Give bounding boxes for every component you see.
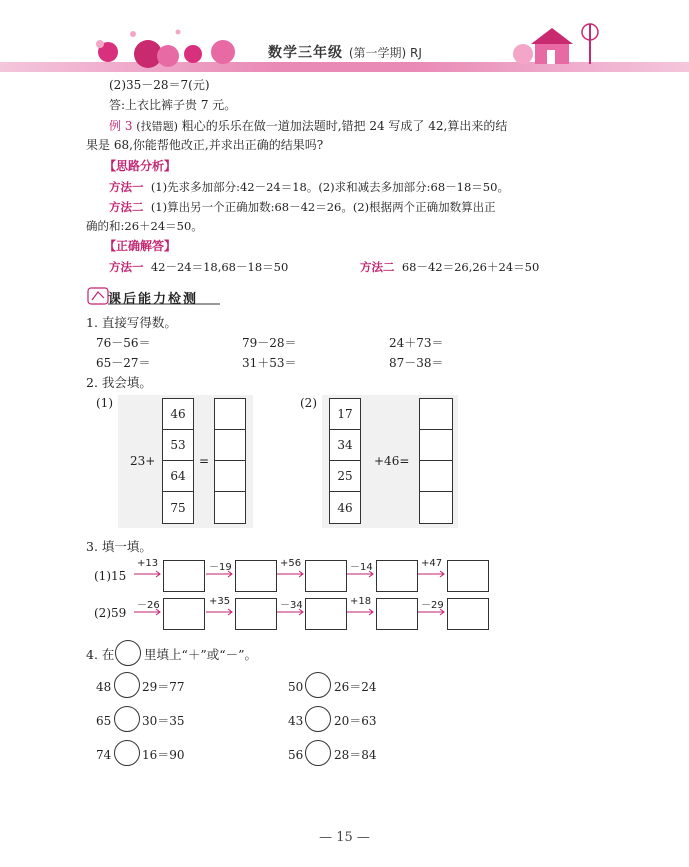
method1: 方法一 (1)先求多加部分:42－24＝18。(2)求和减去多加部分:68－18＝50。	[109, 180, 509, 194]
q4-answer-circle[interactable]	[305, 740, 331, 766]
number-cell: 75	[170, 500, 186, 515]
q3-answer-box[interactable]	[447, 560, 489, 592]
arrow-right-icon	[418, 608, 446, 616]
q3-answer-box[interactable]	[305, 598, 347, 630]
arrow-right-icon	[277, 570, 305, 578]
method2-line1: 方法二 (1)算出另一个正确加数:68－42＝26。(2)根据两个正确加数算出正	[109, 200, 496, 214]
answer-title: 【正确解答】	[104, 239, 177, 253]
q4-item-a: 65	[96, 714, 112, 728]
q4-answer-circle[interactable]	[305, 706, 331, 732]
method2-line2: 确的和:26＋24＝50。	[86, 219, 203, 233]
q2-part1-numbers	[162, 398, 194, 524]
q2-equals: =	[199, 454, 210, 468]
header-house-icon	[505, 14, 615, 70]
number-cell: 25	[330, 461, 360, 492]
q4-item-a: 48	[96, 680, 112, 694]
q3-operator: －19	[209, 562, 232, 573]
answer-cell[interactable]	[420, 430, 452, 461]
answer-cell[interactable]	[215, 461, 245, 492]
q3-answer-box[interactable]	[447, 598, 489, 630]
header-decoration-left	[78, 20, 248, 70]
q4-item-b: 30＝35	[142, 714, 185, 728]
number-cell: 46	[163, 399, 193, 430]
q4-item-a: 56	[288, 748, 304, 762]
q4-item-a: 43	[288, 714, 304, 728]
prev-line-1: (2)35－28＝7(元)	[109, 78, 210, 92]
q3-operator: －29	[421, 600, 444, 611]
number-cell: 34	[330, 430, 360, 461]
answer-cell[interactable]	[215, 399, 245, 430]
q1-item: 65－27＝	[96, 356, 151, 370]
prev-answer: 答:上衣比裤子贵 7 元。	[109, 98, 237, 112]
answer-method2: 方法二 68－42＝26,26＋24＝50	[360, 260, 540, 274]
q1-title: 1. 直接写得数。	[86, 315, 177, 330]
q3-operator: +18	[350, 596, 372, 607]
q1-item: 76－56＝	[96, 336, 151, 350]
q3-answer-box[interactable]	[163, 598, 205, 630]
answer-method1: 方法一 42－24＝18,68－18＝50	[109, 260, 289, 274]
q2-part1-label: (1)	[96, 396, 113, 410]
q3-operator: +35	[209, 596, 231, 607]
arrow-right-icon	[206, 570, 234, 578]
number-cell: 17	[330, 399, 360, 430]
q3-answer-box[interactable]	[235, 560, 277, 592]
section-title: 课后能力检测	[108, 292, 199, 307]
q2-title: 2. 我会填。	[86, 375, 152, 390]
q2-part2-answers	[419, 398, 453, 524]
q3-row2-start: (2)59	[94, 606, 127, 620]
q3-operator: －26	[137, 600, 160, 611]
q3-operator: +13	[137, 558, 159, 569]
q4-item-a: 50	[288, 680, 304, 694]
q4-title-b: 里填上“＋”或“－”。	[144, 647, 258, 662]
q2-part2-numbers	[329, 398, 361, 524]
answer-cell[interactable]	[215, 492, 245, 523]
q4-item-b: 29＝77	[142, 680, 185, 694]
q3-title: 3. 填一填。	[86, 539, 152, 554]
header-title: 数学三年级 (第一学期) RJ	[268, 45, 422, 61]
example3-line-2: 果是 68,你能帮他改正,并求出正确的结果吗?	[86, 138, 324, 152]
q1-item: 79－28＝	[242, 336, 297, 350]
q1-item: 24＋73＝	[389, 336, 444, 350]
q3-operator: +56	[280, 558, 302, 569]
answer-cell[interactable]	[420, 461, 452, 492]
q2-part2-label: (2)	[300, 396, 317, 410]
q4-item-b: 16＝90	[142, 748, 185, 762]
q3-answer-box[interactable]	[163, 560, 205, 592]
example3-line-1: 例 3 (找错题) 粗心的乐乐在做一道加法题时,错把 24 写成了 42,算出来的结	[109, 119, 508, 133]
q4-answer-circle[interactable]	[305, 672, 331, 698]
answer-cell[interactable]	[420, 492, 452, 523]
q3-answer-box[interactable]	[235, 598, 277, 630]
q1-item: 87－38＝	[389, 356, 444, 370]
q3-operator: +47	[421, 558, 443, 569]
q2-suffix: +46=	[374, 454, 410, 468]
analysis-title: 【思路分析】	[104, 159, 177, 173]
q3-answer-box[interactable]	[305, 560, 347, 592]
q3-operator: －14	[350, 562, 373, 573]
q1-item: 31＋53＝	[242, 356, 297, 370]
number-cell: 53	[163, 430, 193, 461]
q3-answer-box[interactable]	[376, 560, 418, 592]
q4-answer-circle[interactable]	[114, 706, 140, 732]
q4-item-a: 74	[96, 748, 112, 762]
arrow-right-icon	[206, 608, 234, 616]
answer-cell[interactable]	[420, 399, 452, 430]
q4-sample-circle	[115, 640, 141, 666]
arrow-right-icon	[134, 570, 162, 578]
answer-cell[interactable]	[215, 430, 245, 461]
arrow-right-icon	[277, 608, 305, 616]
number-cell: 46	[337, 500, 353, 515]
q4-item-b: 28＝84	[334, 748, 377, 762]
page-number: — 15 —	[319, 830, 370, 845]
q4-item-b: 26＝24	[334, 680, 377, 694]
q3-operator: －34	[280, 600, 303, 611]
arrow-right-icon	[347, 608, 375, 616]
q4-item-b: 20＝63	[334, 714, 377, 728]
arrow-right-icon	[418, 570, 446, 578]
number-cell: 64	[163, 461, 193, 492]
arrow-right-icon	[347, 570, 375, 578]
q2-part1-answers	[214, 398, 246, 524]
q2-prefix: 23+	[130, 454, 156, 468]
q4-answer-circle[interactable]	[114, 740, 140, 766]
q3-row1-start: (1)15	[94, 569, 127, 583]
q4-answer-circle[interactable]	[114, 672, 140, 698]
q4-title-a: 4. 在	[86, 647, 115, 662]
arrow-right-icon	[134, 608, 162, 616]
q3-answer-box[interactable]	[376, 598, 418, 630]
